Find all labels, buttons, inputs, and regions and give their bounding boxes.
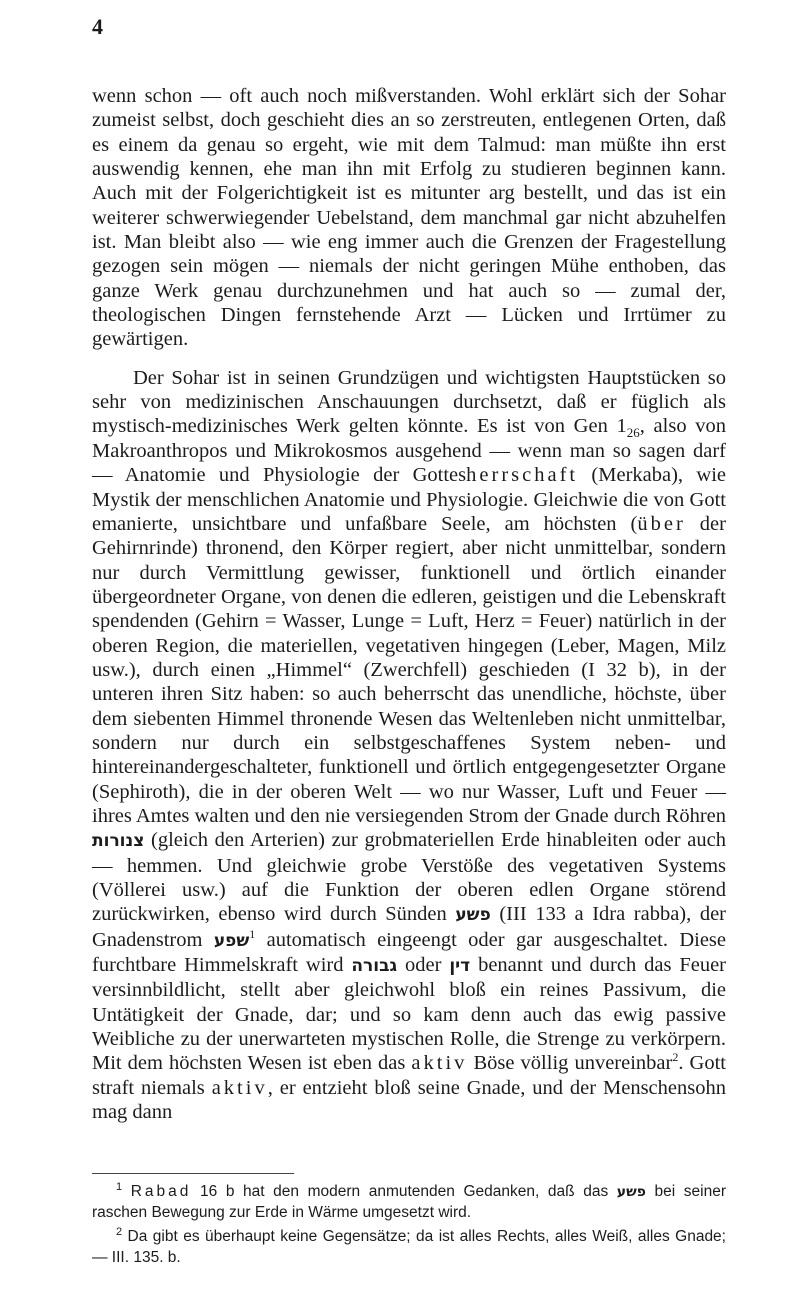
subscript: 26	[626, 425, 640, 441]
text-run: Da gibt es überhaupt keine Gegensätze; da ist alles Rechts, alles Weiß, alles Gnade; — III. 135. b.	[92, 1228, 726, 1266]
footnotes	[92, 1182, 726, 1272]
text-run: Böse völlig unvereinbar	[467, 1052, 673, 1075]
hebrew-term: פשע	[455, 905, 491, 926]
paragraph-2	[92, 366, 726, 1125]
text-run: , also von Makroanthropos und Mikrokosmos ausgehend — wenn man so sagen darf — Anatomie und Physiologie der Gottes	[92, 415, 726, 487]
footnote-marker: 2	[116, 1225, 123, 1238]
spaced-emphasis: Rabad	[130, 1183, 192, 1200]
text-run: wenn schon — oft auch noch mißverstanden. Wohl erklärt sich der Sohar zumeist selbst, doch geschieht dies an so zerstreuten, entlegenen Orten, daß es einem da genau so ergeht, wie mit dem Talmud: man müßte ihn erst auswendig kennen, ehe man ihn mit Erfolg zu studieren beginnen kann. Auch mit der Folgerichtigkeit ist es mitunter arg bestellt, und das ist ein weiterer schwerwiegender Uebelstand, dem manchmal gar nicht abzuhelfen ist. Man bleibt also — wie eng immer auch die Grenzen der Fragestellung gezogen sein mögen — niemals der nicht geringen Mühe enthoben, das ganze Werk genau durchzunehmen und hat auch so — zumal der, theologischen Dingen fernstehende Arzt — Lücken und Irrtümer zu gewärtigen.	[92, 85, 726, 351]
footnote-separator	[92, 1173, 294, 1174]
footnote-marker: 1	[249, 926, 256, 941]
page-number: 4	[92, 14, 103, 39]
text-run: oder	[397, 954, 450, 977]
text-run: der Gehirnrinde) thronend, den Körper regiert, aber nicht unmittelbar, sondern nur durch Vermittlung gewisser, funktionell und örtlich einander übergeordneter Organe, von denen die edleren, geistigen und die Lebenskraft spendenden (Gehirn = Wasser, Lunge = Luft, Herz = Feuer) natürlich in der oberen Region, die materiellen, vegetativen hingegen (Leber, Magen, Milz usw.), durch einen „Himmel“ (Zwerchfell) geschieden (I 32 b), in der unteren ihren Sitz haben: so auch beherrscht das unendliche, höchste, über dem siebenten Himmel thronende Wesen das Weltenleben nicht unmittelbar, sondern nur durch ein selbstgeschaffenes System neben- und hintereinandergeschalteter, funktionell und örtlich entgegengesetzter Organe (Sephiroth), die in der oberen Welt — wo nur Wasser, Luft und Feuer — ihres Amtes walten und den nie versiegenden Strom der Gnade durch Röhren	[92, 512, 726, 827]
spaced-emphasis: herrschaft	[466, 464, 579, 487]
paragraph-1	[92, 84, 726, 352]
hebrew-term: פשע	[616, 1184, 646, 1200]
footnote-marker: 1	[116, 1180, 123, 1193]
text-run: (III 133 a Idra rabba), der Gnadenstrom	[92, 903, 726, 951]
text-run: (Merkaba), wie Mystik der menschlichen Anatomie und Physiologie. Gleichwie die von Gott emanierte, unsichtbare und unfaßbare Seele, am höchsten (	[92, 464, 726, 535]
hebrew-term: גבורה	[351, 956, 398, 977]
spaced-emphasis: aktiv	[411, 1052, 468, 1075]
text-run: bei seiner raschen Bewegung zur Erde in Wärme umgesetzt wird.	[92, 1183, 727, 1221]
hebrew-term: צנורות	[92, 831, 145, 852]
footnote-1	[92, 1182, 726, 1223]
text-run: 16 b hat den modern anmutenden Gedanken, daß das	[191, 1183, 617, 1200]
footnote-2	[92, 1227, 726, 1268]
text-run: Der Sohar ist in seinen Grundzügen und wichtigsten Hauptstücken so sehr von medizinischen Anschauungen durchsetzt, daß er füglich als mystisch-medizinisches Werk gelten könnte. Es ist von Gen 1	[92, 366, 726, 438]
text-run: benannt und durch das Feuer versinnbildlicht, stellt aber gleichwohl bloß ein reines Passivum, die Untätigkeit der Gnade, dar; und so kam denn auch das ewig passive Weibliche zu der unerwarteten mystischen Rolle, die Strenge zu verkörpern. Mit dem höchsten Wesen ist eben das	[92, 954, 726, 1075]
footnote-marker: 2	[672, 1050, 679, 1065]
text-run: (gleich den Arterien) zur grobmateriellen Erde hinableiten oder auch — hemmen. Und gleichwie grobe Verstöße des vegetativen Systems (Völlerei usw.) auf die Funktion der oberen edlen Organe störend zurückwirken, ebenso wird durch Sünden	[92, 829, 726, 926]
text-run: automatisch eingeengt oder gar ausgeschaltet. Diese furchtbare Himmelskraft wird	[92, 928, 726, 977]
hebrew-term: דין	[449, 956, 471, 977]
text-run: . Gott straft niemals	[92, 1052, 726, 1099]
body-text	[92, 84, 726, 1124]
text-run: , er entzieht bloß seine Gnade, und der Menschensohn mag dann	[92, 1076, 726, 1124]
spaced-emphasis: aktiv	[211, 1076, 268, 1099]
spaced-emphasis: über	[637, 512, 686, 535]
text-run	[122, 1183, 131, 1200]
hebrew-term: שפע	[213, 930, 250, 951]
